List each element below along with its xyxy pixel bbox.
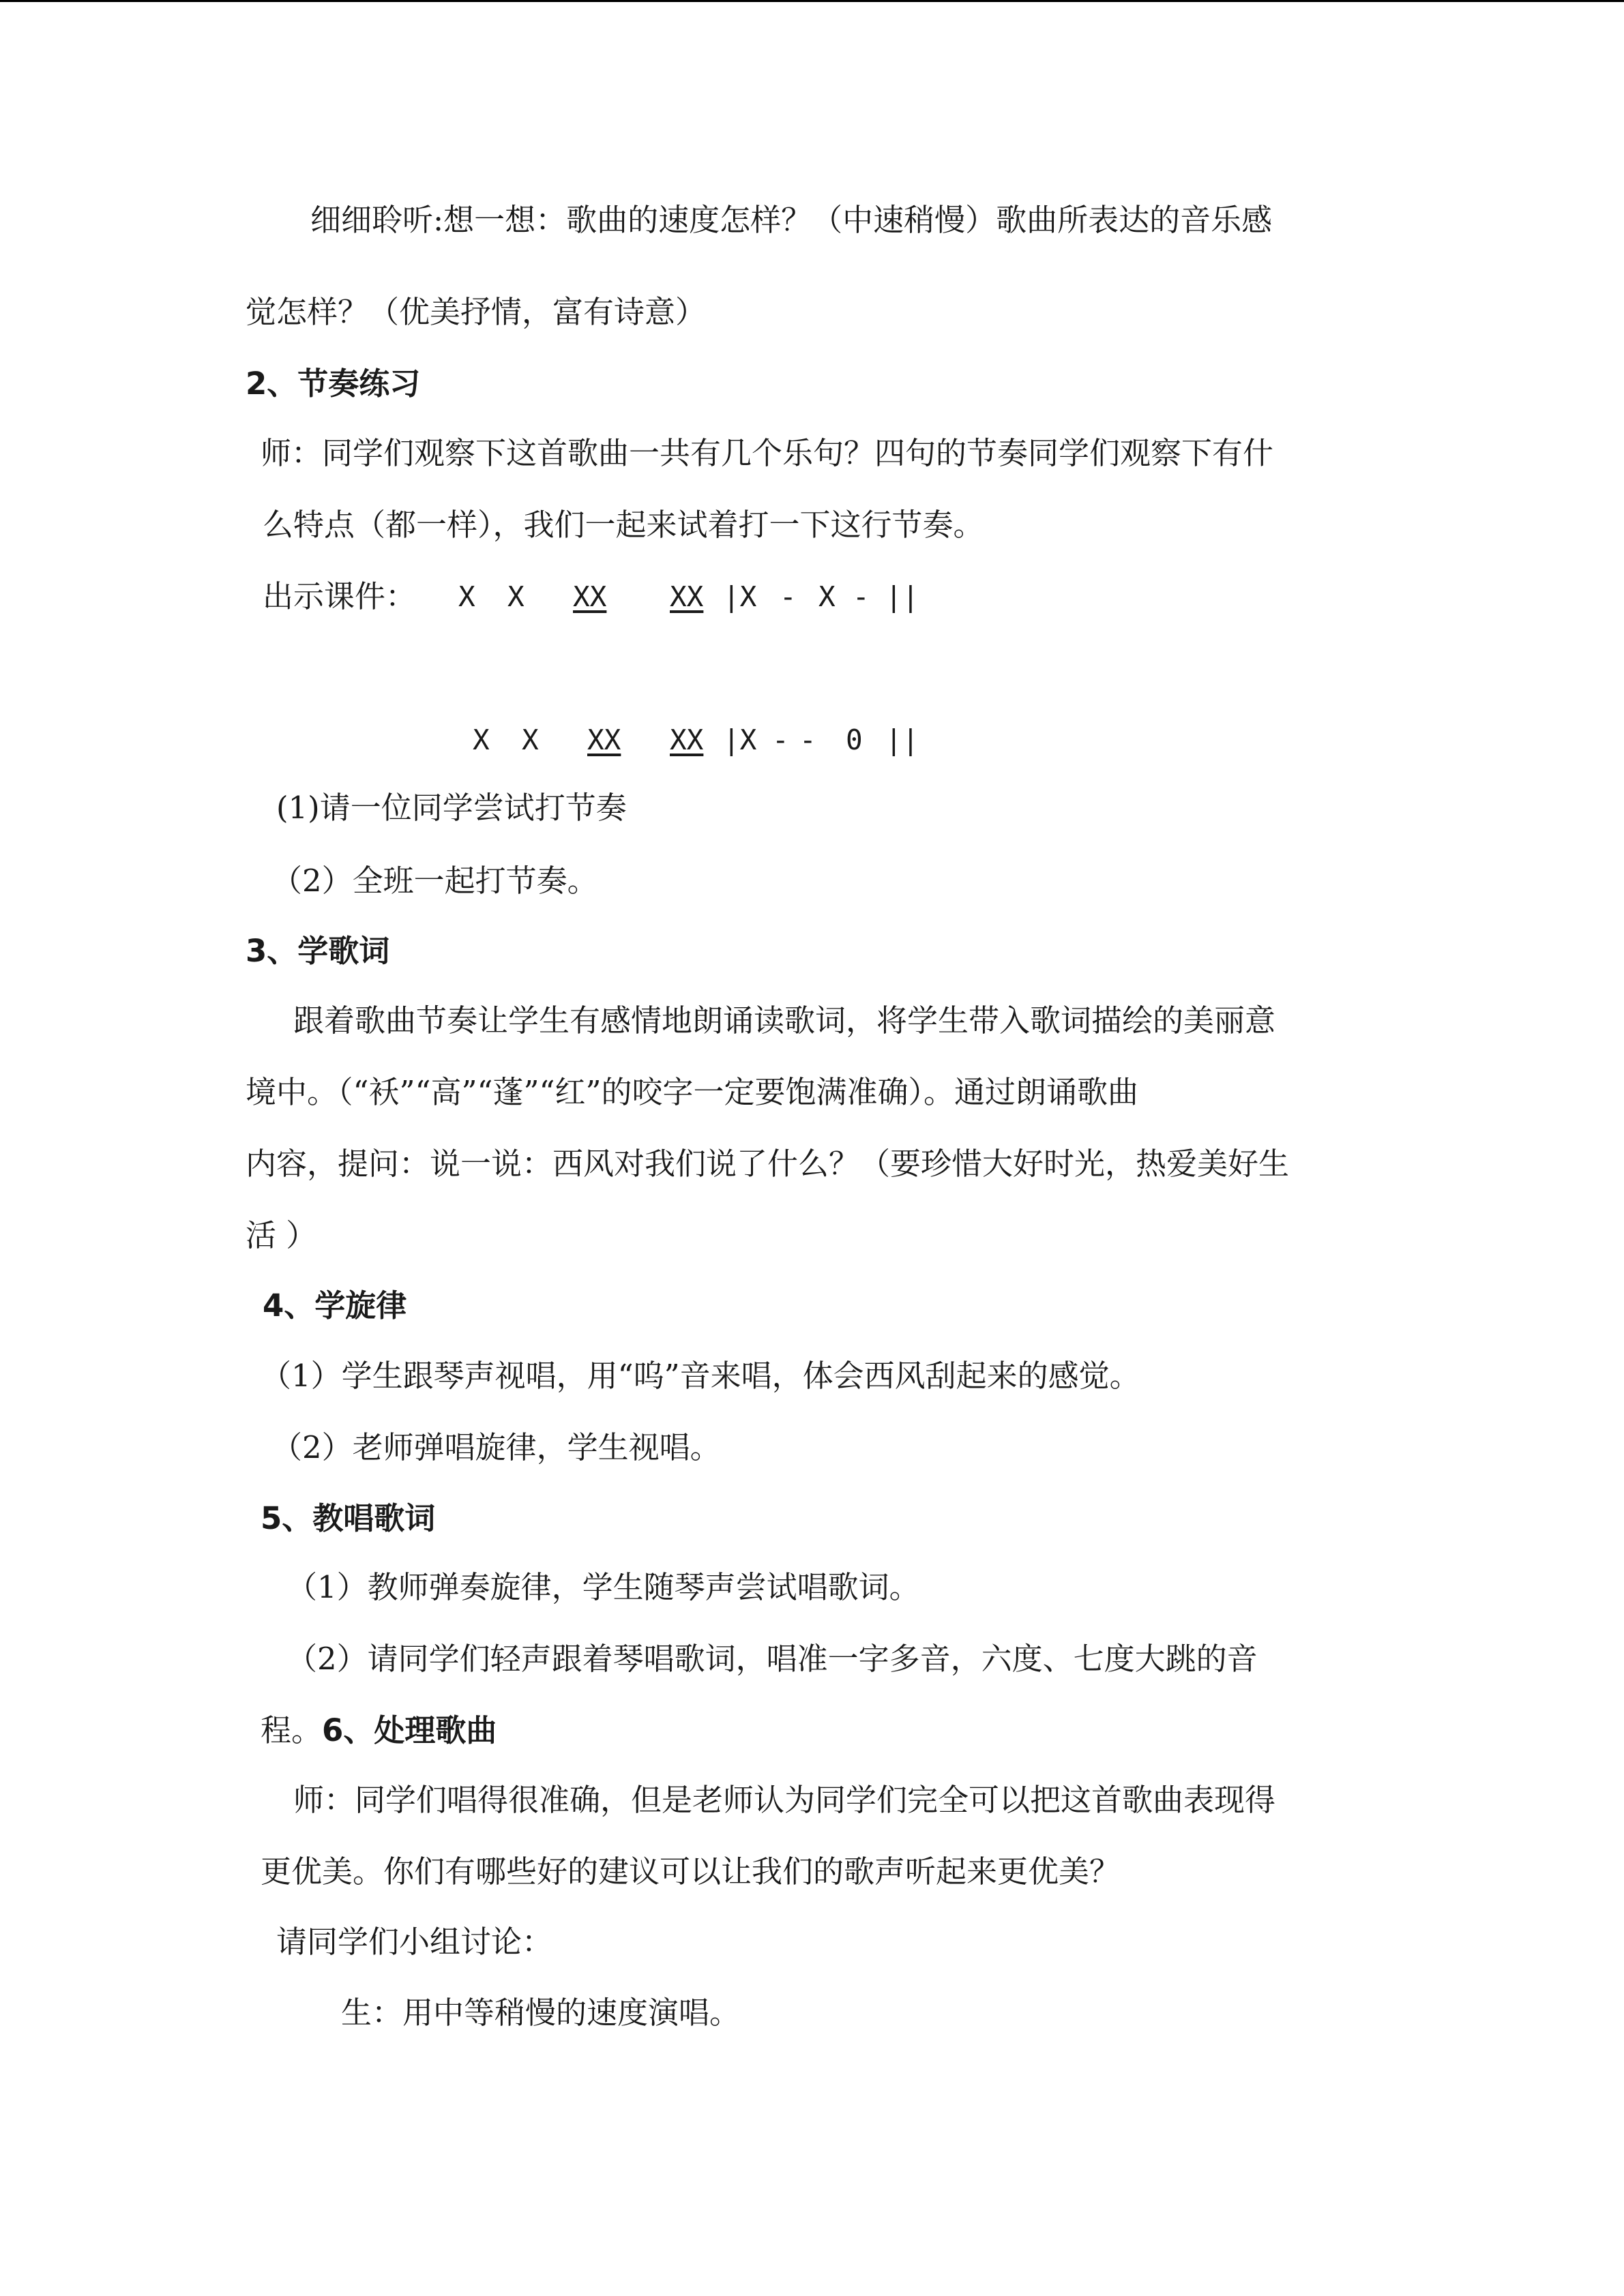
lyrics-line-4: 活 ） <box>246 1217 317 1253</box>
teacher-line-2: 么特点（都一样），我们一起来试着打一下这行节奏。 <box>263 507 984 543</box>
intro-line-2: 觉怎样？（优美抒情，富有诗意） <box>246 294 707 330</box>
student-answer-line: 生：用中等稍慢的速度演唱。 <box>341 1995 741 2031</box>
rhythm-note-eighth-pair: XX <box>670 580 704 613</box>
section-heading-melody: 4、学旋律 <box>263 1287 407 1324</box>
rhythm-dash: - <box>853 580 870 613</box>
rhythm-note: X <box>507 580 525 613</box>
rhythm-rest: 0 <box>846 724 863 756</box>
section-heading-teach-singing: 5、教唱歌词 <box>261 1500 436 1536</box>
rhythm-final-barline: || <box>885 580 919 613</box>
teach-line-1: （1）教师弹奏旋律，学生随琴声尝试唱歌词。 <box>286 1569 920 1605</box>
lyrics-line-3: 内容，提问：说一说：西风对我们说了什么？（要珍惜大好时光，热爱美好生 <box>246 1146 1290 1182</box>
intro-line-1: 细细聆听:想一想：歌曲的速度怎样？（中速稍慢）歌曲所表达的音乐感 <box>310 202 1273 238</box>
lyrics-line-2: 境中。（“袄”“高”“蓬”“红”的咬字一定要饱满准确）。通过朗诵歌曲 <box>246 1074 1139 1110</box>
rhythm-step-2: （2）全班一起打节奏。 <box>271 863 598 899</box>
rhythm-dash: - <box>772 724 789 756</box>
teacher-line-1: 师：同学们观察下这首歌曲一共有几个乐句？四句的节奏同学们观察下有什 <box>261 435 1274 471</box>
rhythm-note: X <box>458 580 475 613</box>
teach-line-2: （2）请同学们轻声跟着琴唱歌词，唱准一字多音，六度、七度大跳的音 <box>286 1641 1258 1677</box>
teach-line-3-text: 程。 <box>261 1712 323 1748</box>
rhythm-barline-note: |X <box>723 724 757 756</box>
rhythm-note: X <box>473 724 490 756</box>
rhythm-note: X <box>818 580 836 613</box>
rhythm-note-eighth-pair: XX <box>670 724 704 756</box>
page-top-border <box>0 0 1624 2</box>
process-line-2: 更优美。你们有哪些好的建议可以让我们的歌声听起来更优美？ <box>261 1853 1121 1890</box>
section-heading-rhythm: 2、节奏练习 <box>246 366 421 402</box>
process-line-3: 请同学们小组讨论： <box>276 1924 553 1960</box>
section-heading-lyrics: 3、学歌词 <box>246 933 390 969</box>
section-heading-process-song: 6、处理歌曲 <box>322 1712 497 1748</box>
rhythm-dash: - <box>780 580 797 613</box>
rhythm-step-1: (1)请一位同学尝试打节奏 <box>276 790 627 826</box>
melody-line-2: （2）老师弹唱旋律，学生视唱。 <box>271 1429 721 1465</box>
rhythm-final-barline: || <box>885 724 919 756</box>
melody-line-1: （1）学生跟琴声视唱，用“呜”音来唱，体会西风刮起来的感觉。 <box>261 1358 1140 1394</box>
rhythm-note-eighth-pair: XX <box>573 580 607 613</box>
process-line-1: 师：同学们唱得很准确，但是老师认为同学们完全可以把这首歌曲表现得 <box>293 1782 1276 1818</box>
rhythm-dash: - <box>799 724 816 756</box>
show-courseware-label: 出示课件： <box>263 578 417 614</box>
rhythm-note: X <box>522 724 539 756</box>
teach-line-3 <box>261 1710 497 1751</box>
rhythm-note-eighth-pair: XX <box>587 724 621 756</box>
rhythm-barline-note: |X <box>723 580 757 613</box>
lyrics-line-1: 跟着歌曲节奏让学生有感情地朗诵读歌词，将学生带入歌词描绘的美丽意 <box>293 1002 1276 1039</box>
